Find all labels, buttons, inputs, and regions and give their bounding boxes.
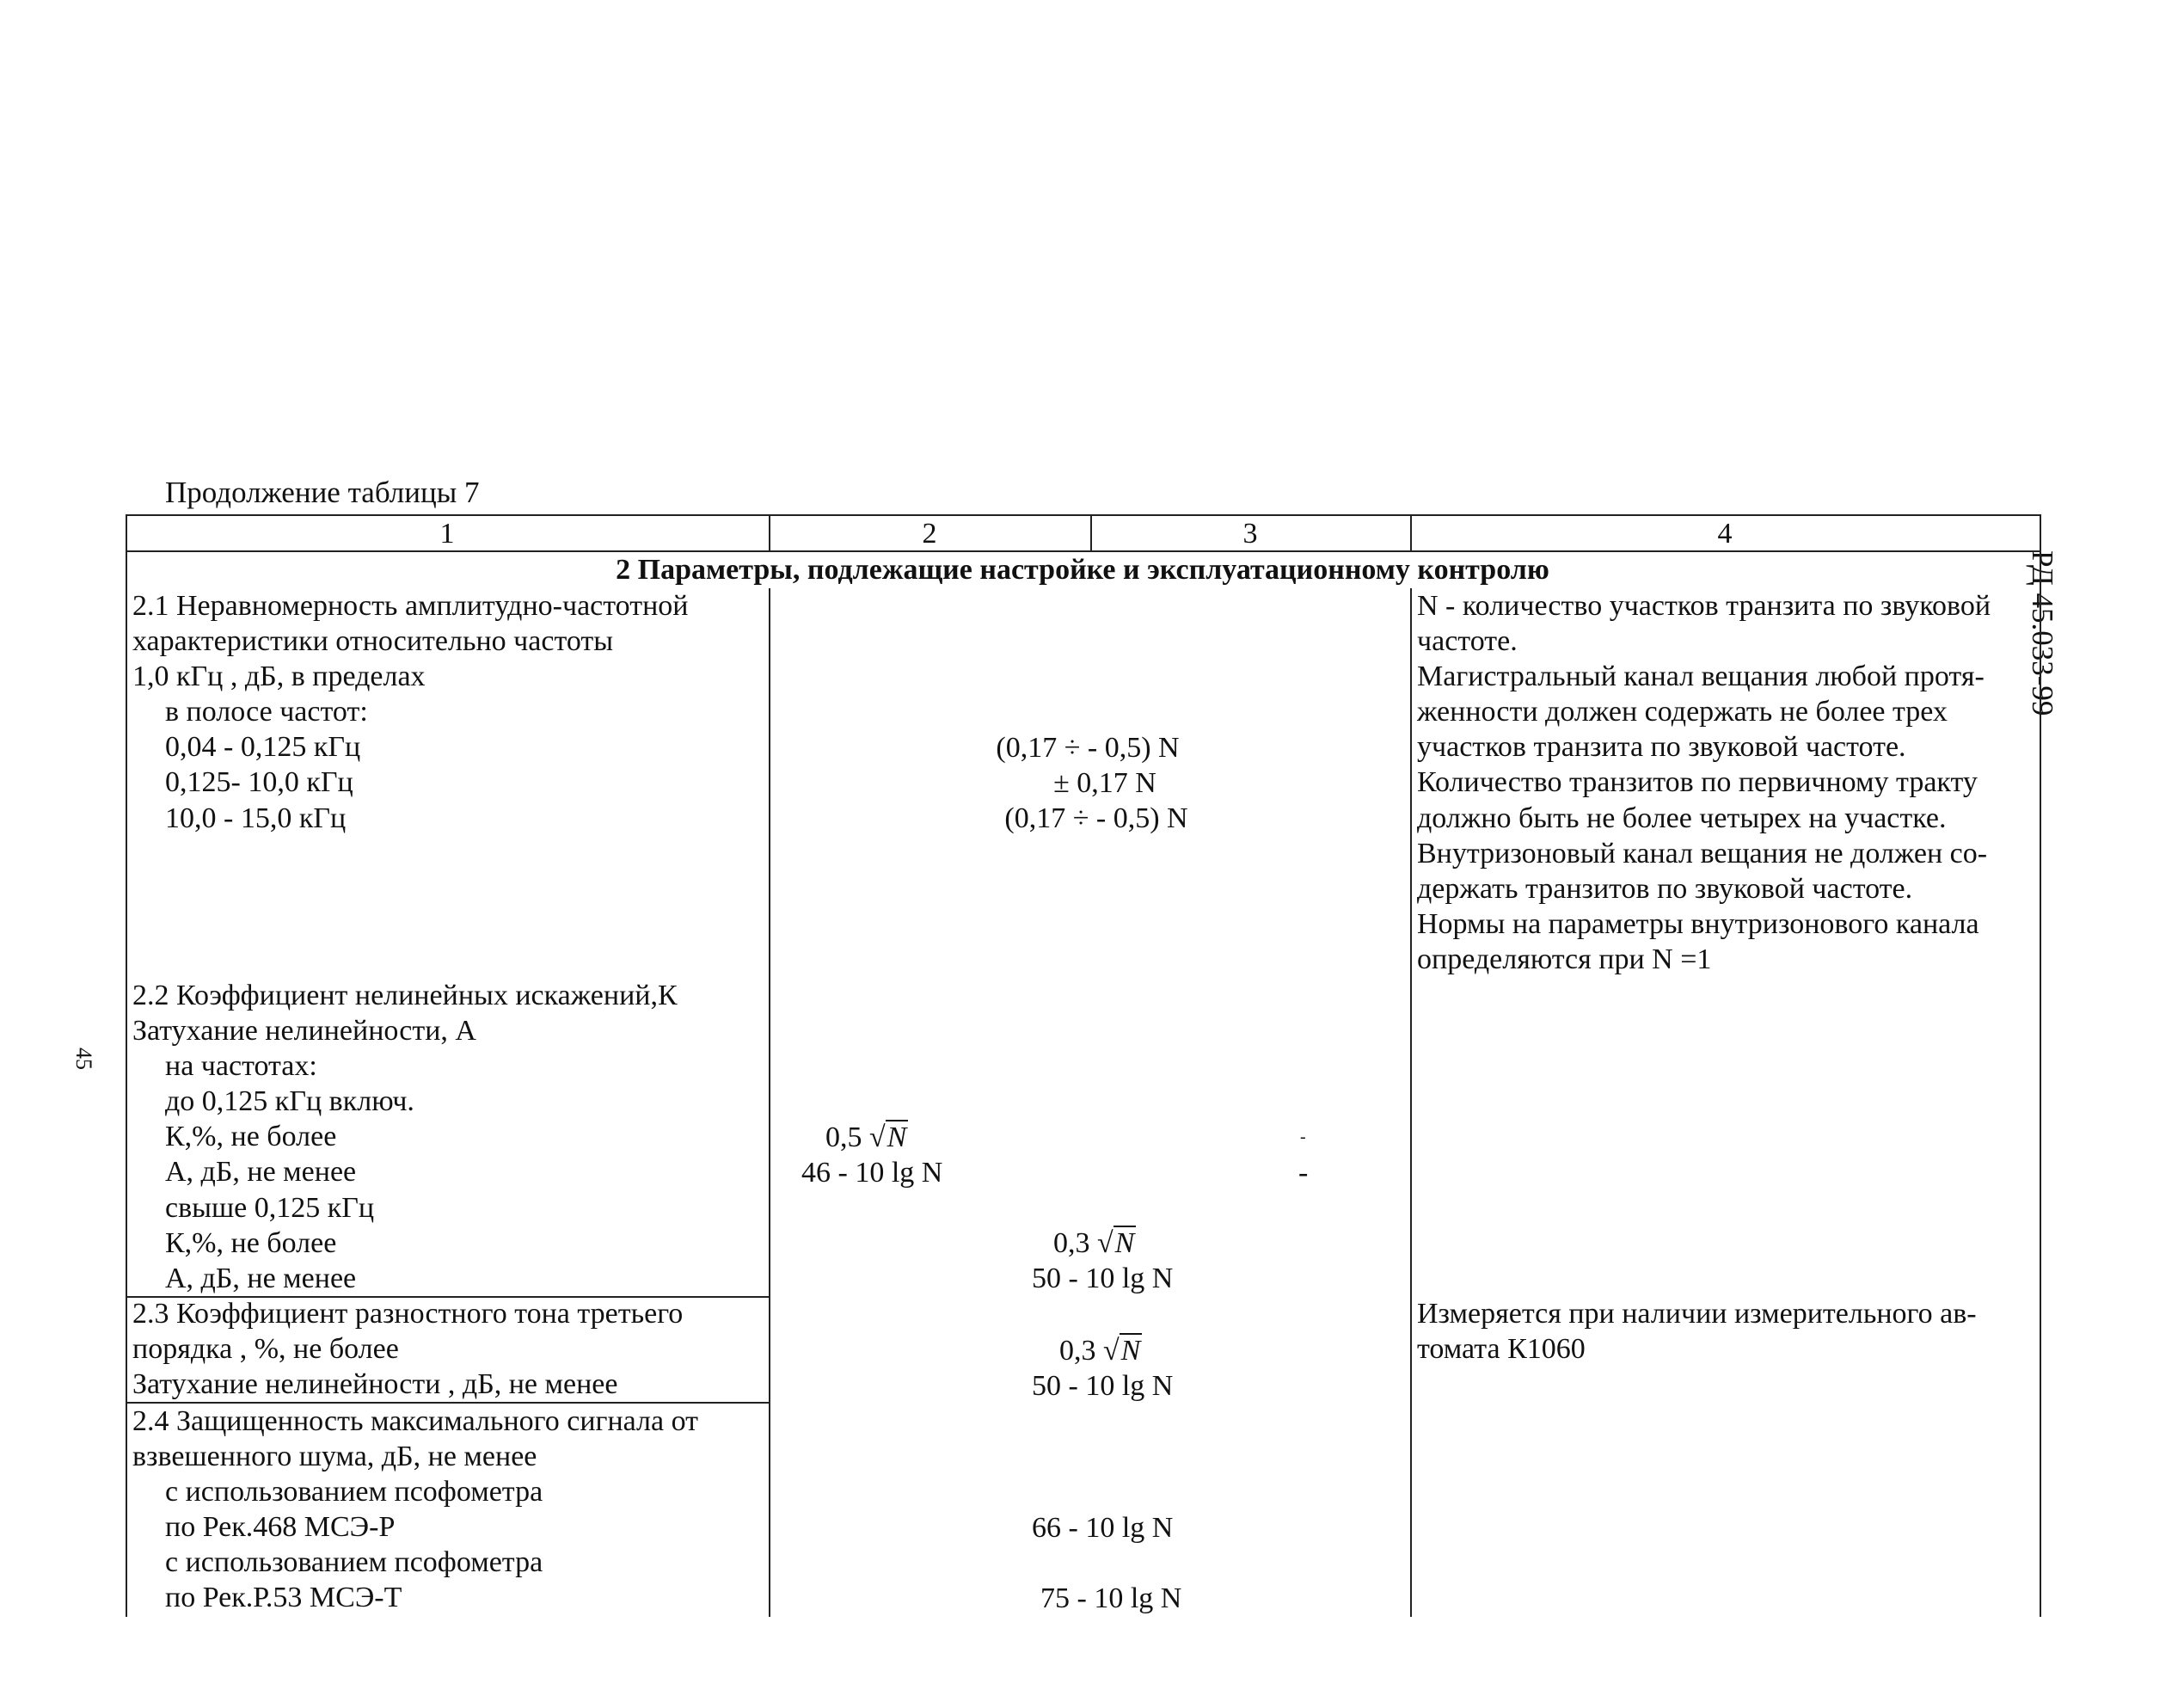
note-line: Нормы на параметры внутризонового канала — [1417, 907, 1979, 940]
column-divider-1-2-body — [769, 588, 770, 1617]
parameter-line: Затухание нелинейности, А — [132, 1015, 476, 1048]
table-left-border — [126, 514, 127, 1617]
section-title: 2 Параметры, подлежащие настройке и эксплуатационному контролю — [616, 554, 1549, 586]
row-2-2-a-high-value: 50 - 10 lg N — [1032, 1263, 1174, 1294]
parameter-line: 10,0 - 15,0 кГц — [165, 802, 347, 834]
parameter-line: на частотах: — [165, 1050, 317, 1083]
row-2-2-a-low-value: 46 - 10 lg N — [801, 1157, 943, 1189]
parameter-line: Затухание нелинейности , дБ, не менее — [132, 1368, 618, 1401]
note-line: Магистральный канал вещания любой протя- — [1417, 661, 1985, 693]
parameter-line: 1,0 кГц , дБ, в пределах — [132, 661, 426, 693]
column-number-1: 1 — [439, 518, 455, 550]
sqrt-expression: √N — [1097, 1227, 1135, 1259]
row-2-3-a-value: 50 - 10 lg N — [1032, 1370, 1174, 1402]
column-number-3: 3 — [1242, 518, 1258, 550]
parameter-line: 2.2 Коэффициент нелинейных искажений,К — [132, 980, 678, 1011]
note-line: участков транзита по звуковой частоте. — [1417, 731, 1906, 764]
parameter-line: взвешенного шума, дБ, не менее — [132, 1441, 537, 1473]
note-line: частоте. — [1417, 625, 1518, 658]
note-line: должно быть не более четырех на участке. — [1417, 802, 1947, 834]
row-2-2-dash-2: - — [1298, 1157, 1309, 1189]
note-line: женности должен содержать не более трех — [1417, 696, 1948, 728]
radicand: N — [1114, 1227, 1135, 1259]
parameter-line: К,%, не более — [165, 1226, 337, 1259]
row-2-4-parameter — [132, 1404, 762, 1616]
row-2-1-parameter — [132, 588, 762, 836]
note-line: томата К1060 — [1417, 1333, 1586, 1366]
parameter-line: К,%, не более — [165, 1121, 337, 1153]
row-2-2-parameter — [132, 978, 762, 1296]
parameter-line: 2.3 Коэффициент разностного тона третьего — [132, 1298, 684, 1330]
column-number-4: 4 — [1717, 518, 1733, 550]
parameter-line: с использованием псофометра — [165, 1476, 543, 1508]
radicand: N — [1120, 1335, 1141, 1367]
sqrt-expression: √N — [869, 1121, 907, 1153]
column-divider-3-4-body — [1410, 588, 1412, 1617]
coefficient: 0,5 — [825, 1121, 862, 1153]
row-2-4-value-1: 66 - 10 lg N — [1032, 1512, 1174, 1544]
parameter-line: характеристики относительно частоты — [132, 625, 614, 658]
row-2-1-value-3: (0,17 ÷ - 0,5) N — [1004, 802, 1188, 834]
note-line: держать транзитов по звуковой частоте. — [1417, 872, 1913, 905]
row-2-2-k-low-value — [825, 1120, 908, 1155]
sqrt-expression: √N — [1103, 1335, 1141, 1367]
row-2-2-k-high-value — [1053, 1226, 1136, 1261]
note-line: Внутризоновый канал вещания не должен со- — [1417, 837, 1988, 869]
note-line: N - количество участков транзита по звуковой — [1417, 590, 1991, 622]
table-right-border — [2040, 514, 2041, 1617]
parameter-line: 0,125- 10,0 кГц — [165, 766, 353, 799]
note-line: определяются при N =1 — [1417, 943, 1712, 975]
row-2-1-note — [1417, 588, 2033, 977]
radicand: N — [886, 1121, 907, 1153]
parameter-line: с использованием псофометра — [165, 1546, 543, 1579]
row-2-3-k-value — [1059, 1333, 1142, 1368]
row-2-2-dash-1: - — [1300, 1127, 1306, 1146]
note-line: Количество транзитов по первичному тракту — [1417, 766, 1978, 799]
row-2-1-value-2: ± 0,17 N — [1053, 767, 1156, 799]
parameter-line: до 0,125 кГц включ. — [165, 1085, 414, 1118]
row-2-3-parameter — [132, 1296, 762, 1402]
page-number: 45 — [71, 1048, 96, 1070]
parameter-line: в полосе частот: — [165, 696, 368, 728]
parameter-line: А, дБ, не менее — [165, 1156, 357, 1189]
table-top-border — [126, 514, 2040, 516]
parameter-line: свыше 0,125 кГц — [165, 1191, 375, 1224]
parameter-line: по Рек.Р.53 МСЭ-Т — [165, 1582, 402, 1614]
note-line: Измеряется при наличии измерительного ав- — [1417, 1298, 1977, 1330]
coefficient: 0,3 — [1059, 1335, 1096, 1367]
coefficient: 0,3 — [1053, 1227, 1090, 1259]
document-code: РД 45.033-99 — [2026, 550, 2059, 716]
parameter-line: 2.4 Защищенность максимального сигнала от — [132, 1405, 699, 1437]
row-2-4-value-2: 75 - 10 lg N — [1040, 1582, 1182, 1614]
row-2-3-note — [1417, 1296, 2033, 1367]
table-caption: Продолжение таблицы 7 — [165, 476, 480, 509]
parameter-line: 2.1 Неравномерность амплитудно-частотной — [132, 590, 689, 622]
parameter-line: 0,04 - 0,125 кГц — [165, 731, 361, 764]
parameter-line: порядка , %, не более — [132, 1333, 399, 1366]
parameter-line: А, дБ, не менее — [165, 1262, 357, 1294]
parameter-line: по Рек.468 МСЭ-Р — [165, 1511, 396, 1544]
row-2-1-value-1: (0,17 ÷ - 0,5) N — [996, 732, 1180, 764]
column-number-2: 2 — [922, 518, 937, 550]
